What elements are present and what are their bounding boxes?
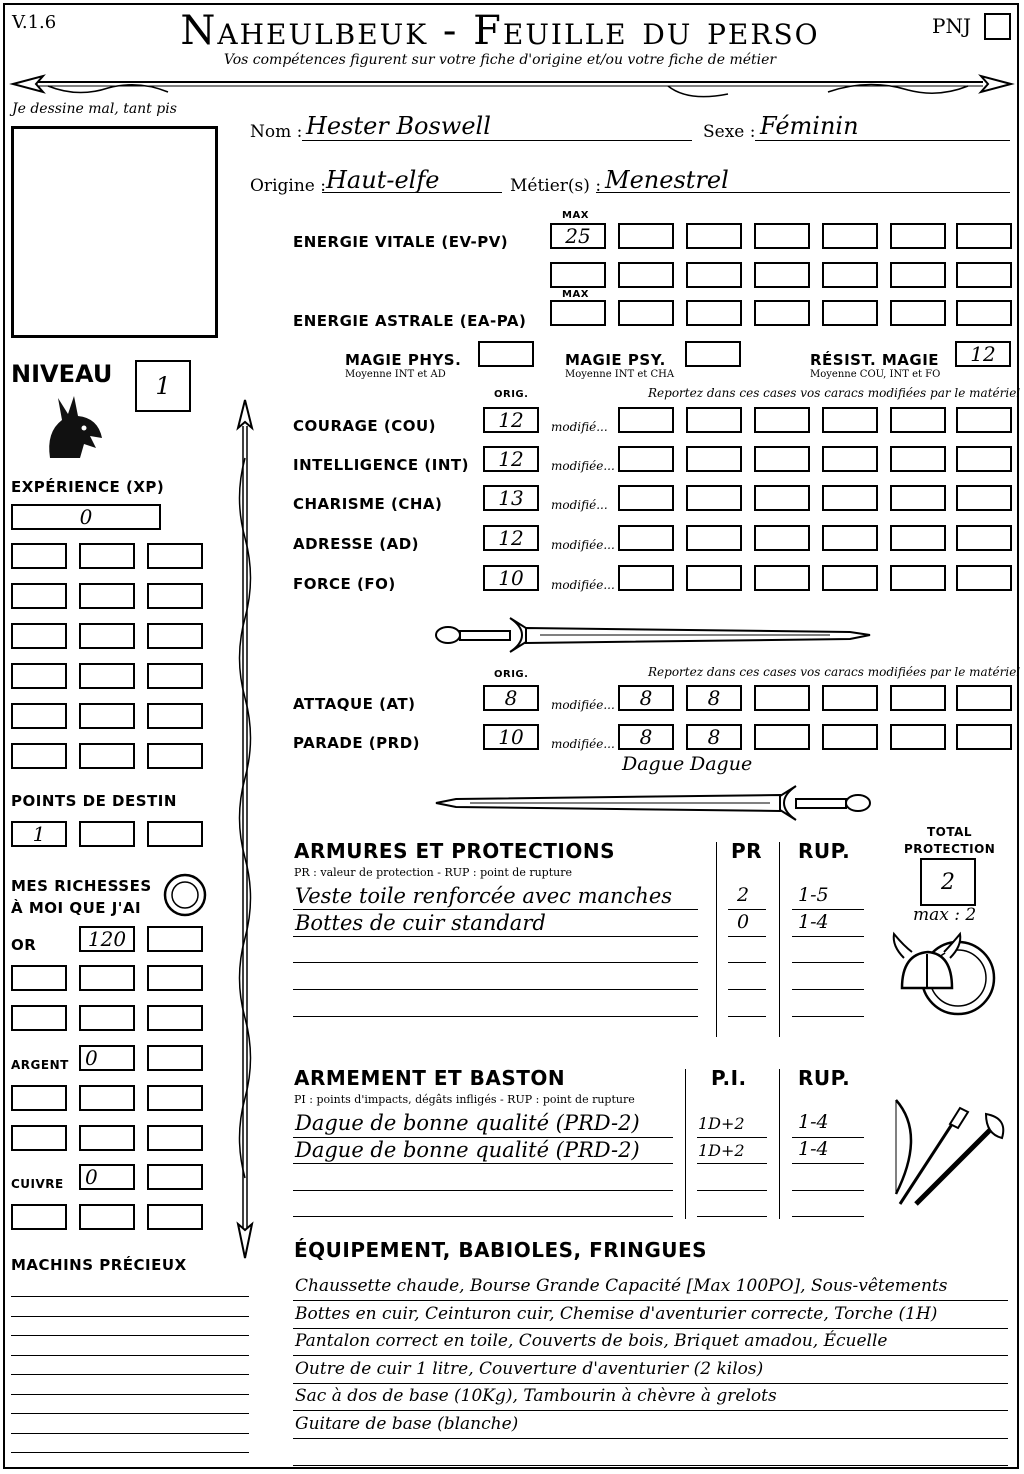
equipement-title: ÉQUIPEMENT, BABIOLES, FRINGUES <box>294 1238 708 1262</box>
equipement-line <box>293 1438 1008 1439</box>
ev-max-label: MAX <box>562 210 589 221</box>
armure-pr-line <box>728 962 766 963</box>
richesses-label-2: À MOI QUE J'AI <box>11 899 142 917</box>
carac-label: ADRESSE (AD) <box>293 535 420 553</box>
precieux-line <box>11 1296 249 1297</box>
coin-box[interactable] <box>147 1125 203 1151</box>
coin-box[interactable] <box>79 1085 135 1111</box>
armure-pr[interactable]: 0 <box>737 911 750 933</box>
weapons-icon <box>886 1094 1010 1218</box>
xp-box[interactable] <box>11 663 67 689</box>
ev-track-box[interactable] <box>956 223 1012 249</box>
combat-modified-box[interactable] <box>822 685 878 711</box>
combat-label: PARADE (PRD) <box>293 734 421 752</box>
destin-box-2[interactable] <box>79 821 135 847</box>
precieux-line <box>11 1335 249 1336</box>
carac-label: CHARISME (CHA) <box>293 495 443 513</box>
caracs-orig-label: ORIG. <box>494 389 529 400</box>
carac-orig-box[interactable]: 12 <box>483 407 539 433</box>
armure-name-line <box>293 1016 698 1017</box>
richesses-label-1: MES RICHESSES <box>11 877 152 895</box>
coin-box[interactable] <box>147 1085 203 1111</box>
sexe-value[interactable]: Féminin <box>760 112 859 140</box>
carac-modified-box[interactable] <box>822 565 878 591</box>
arme-rup[interactable]: 1-4 <box>798 1111 829 1133</box>
combat-modified-box[interactable] <box>956 685 1012 711</box>
ev-track-box[interactable] <box>890 262 946 288</box>
sheet-title: Naheulbeuk - Feuille du perso <box>180 8 820 54</box>
equipement-item[interactable]: Outre de cuir 1 litre, Couverture d'aventurier (2 kilos) <box>295 1358 764 1379</box>
coin-box[interactable] <box>11 1005 67 1031</box>
total-protection-label-1: TOTAL <box>927 825 973 839</box>
carac-modified-box[interactable] <box>754 565 810 591</box>
argent-box-2[interactable] <box>147 1045 203 1071</box>
carac-label: INTELLIGENCE (INT) <box>293 456 469 474</box>
combat-modified-box[interactable] <box>890 724 946 750</box>
arme-name-line <box>293 1216 673 1217</box>
armure-pr-line <box>728 936 766 937</box>
combat-report-note: Reportez dans ces cases vos caracs modifiées par le matériel <box>648 665 1021 679</box>
coin-box[interactable] <box>11 965 67 991</box>
ea-max-label: MAX <box>562 289 589 300</box>
combat-modified-box[interactable] <box>956 724 1012 750</box>
pnj-label: PNJ <box>932 14 971 38</box>
precieux-line <box>11 1355 249 1356</box>
carac-modified-box[interactable] <box>890 485 946 511</box>
combat-modified-box[interactable]: 8 <box>686 724 742 750</box>
xp-box[interactable] <box>147 743 203 769</box>
ev-track-box[interactable] <box>686 223 742 249</box>
caracs-report-note: Reportez dans ces cases vos caracs modifiées par le matériel <box>648 386 1021 400</box>
equipement-line <box>293 1410 1008 1411</box>
carac-modified-label: modifié... <box>551 498 608 512</box>
ev-track-box[interactable] <box>686 262 742 288</box>
arme-pi-line <box>697 1190 767 1191</box>
carac-orig-box[interactable]: 10 <box>483 565 539 591</box>
ea-track-box[interactable] <box>754 300 810 326</box>
combat-modified-box[interactable] <box>754 685 810 711</box>
xp-box[interactable] <box>79 743 135 769</box>
combat-modified-label: modifiée... <box>551 698 615 712</box>
armure-rup[interactable]: 1-4 <box>798 911 829 933</box>
version-label: V.1.6 <box>12 12 57 33</box>
equipement-line <box>293 1355 1008 1356</box>
pnj-checkbox[interactable] <box>984 13 1011 40</box>
equipement-item[interactable]: Pantalon correct en toile, Couverts de bois, Briquet amadou, Écuelle <box>295 1331 888 1351</box>
carac-modified-box[interactable] <box>822 407 878 433</box>
carac-modified-box[interactable] <box>686 446 742 472</box>
xp-box[interactable] <box>147 543 203 569</box>
ev-track-box[interactable] <box>618 223 674 249</box>
ea-track-box[interactable] <box>956 300 1012 326</box>
arme-pi-line <box>697 1137 767 1138</box>
destin-box-3[interactable] <box>147 821 203 847</box>
or-label: OR <box>11 936 37 954</box>
arme-name[interactable]: Dague de bonne qualité (PRD-2) <box>295 1111 640 1135</box>
coin-box[interactable] <box>11 1204 67 1230</box>
ea-track-box[interactable] <box>890 300 946 326</box>
xp-box[interactable] <box>147 583 203 609</box>
ev-track-box[interactable] <box>754 262 810 288</box>
coin-box[interactable] <box>147 1204 203 1230</box>
sword-icon <box>430 612 875 658</box>
armure-name[interactable]: Bottes de cuir standard <box>295 911 546 935</box>
xp-box[interactable] <box>11 623 67 649</box>
arme-rup-line <box>792 1190 864 1191</box>
arme-rup-line <box>792 1163 864 1164</box>
equipement-item[interactable]: Guitare de base (blanche) <box>295 1413 519 1434</box>
carac-modified-box[interactable] <box>618 407 674 433</box>
combat-modified-label: modifiée... <box>551 737 615 751</box>
xp-label: EXPÉRIENCE (XP) <box>11 478 165 496</box>
xp-box[interactable] <box>11 743 67 769</box>
arme-name-line <box>293 1190 673 1191</box>
arme-name-line <box>293 1163 673 1164</box>
xp-box[interactable] <box>79 583 135 609</box>
xp-box[interactable] <box>79 623 135 649</box>
arme-pi-line <box>697 1163 767 1164</box>
armures-rup-header: RUP. <box>798 839 851 863</box>
xp-box[interactable]: 0 <box>11 504 161 530</box>
carac-modified-box[interactable] <box>890 525 946 551</box>
carac-modified-box[interactable] <box>822 446 878 472</box>
arme-pi-line <box>697 1216 767 1217</box>
carac-modified-box[interactable] <box>890 565 946 591</box>
coin-box[interactable] <box>79 1005 135 1031</box>
ea-track-box[interactable] <box>618 300 674 326</box>
carac-modified-box[interactable] <box>956 565 1012 591</box>
carac-modified-box[interactable] <box>686 407 742 433</box>
nom-label: Nom : <box>250 122 303 142</box>
precieux-line <box>11 1374 249 1375</box>
xp-box[interactable] <box>147 663 203 689</box>
armure-name-line <box>293 962 698 963</box>
carac-modified-label: modifiée... <box>551 459 615 473</box>
xp-box[interactable] <box>79 663 135 689</box>
resist-magie-note: Moyenne COU, INT et FO <box>810 369 941 380</box>
vertical-spear-icon <box>230 398 260 1260</box>
equipement-line <box>293 1465 1008 1466</box>
combat-modified-box[interactable]: 8 <box>618 685 674 711</box>
argent-label: ARGENT <box>11 1058 69 1072</box>
equipement-item[interactable]: Sac à dos de base (10Kg), Tambourin à chèvre à grelots <box>295 1386 777 1406</box>
arme-rup-line <box>792 1216 864 1217</box>
combat-orig-box[interactable]: 8 <box>483 685 539 711</box>
armure-name-line <box>293 989 698 990</box>
origine-label: Origine : <box>250 176 326 196</box>
precieux-line <box>11 1413 249 1414</box>
ea-label: ENERGIE ASTRALE (EA-PA) <box>293 312 527 330</box>
equipement-item[interactable]: Chaussette chaude, Bourse Grande Capacité [Max 100PO], Sous-vêtements <box>295 1276 948 1296</box>
carac-modified-box[interactable] <box>956 407 1012 433</box>
carac-modified-box[interactable] <box>956 446 1012 472</box>
carac-modified-label: modifiée... <box>551 578 615 592</box>
coin-box[interactable] <box>79 1125 135 1151</box>
armure-pr[interactable]: 2 <box>737 884 750 906</box>
total-protection-label-2: PROTECTION <box>904 842 996 856</box>
carac-modified-box[interactable] <box>686 485 742 511</box>
carac-modified-label: modifiée... <box>551 538 615 552</box>
armure-name-line <box>293 909 698 910</box>
armure-name-line <box>293 936 698 937</box>
ea-track-box[interactable] <box>686 300 742 326</box>
carac-modified-box[interactable] <box>956 525 1012 551</box>
equipement-line <box>293 1383 1008 1384</box>
armure-rup-line <box>792 962 864 963</box>
carac-modified-box[interactable] <box>618 565 674 591</box>
ev-track-box[interactable] <box>890 223 946 249</box>
carac-modified-label: modifié... <box>551 420 608 434</box>
armement-rup-header: RUP. <box>798 1066 851 1090</box>
precieux-line <box>11 1316 249 1317</box>
combat-label: ATTAQUE (AT) <box>293 695 416 713</box>
combat-modified-box[interactable] <box>754 724 810 750</box>
niveau-box[interactable]: 1 <box>135 360 191 412</box>
armement-note: PI : points d'impacts, dégâts infligés - RUP : point de rupture <box>294 1093 635 1106</box>
carac-modified-box[interactable] <box>890 407 946 433</box>
combat-modified-box[interactable]: 8 <box>618 724 674 750</box>
combat-modified-box[interactable] <box>822 724 878 750</box>
coin-box[interactable] <box>147 965 203 991</box>
ev-label: ENERGIE VITALE (EV-PV) <box>293 233 509 251</box>
combat-orig-label: ORIG. <box>494 669 529 680</box>
magie-psy-box[interactable] <box>685 341 741 367</box>
combat-modified-box[interactable]: 8 <box>686 685 742 711</box>
combat-note-1: Dague <box>622 753 685 775</box>
arme-name[interactable]: Dague de bonne qualité (PRD-2) <box>295 1138 640 1162</box>
or-box[interactable]: 120 <box>79 926 135 952</box>
ev-track-box[interactable] <box>550 262 606 288</box>
helmet-shield-icon <box>888 928 1000 1024</box>
coin-box[interactable] <box>11 1085 67 1111</box>
magie-phys-note: Moyenne INT et AD <box>345 369 446 380</box>
ev-max-box[interactable]: 25 <box>550 223 606 249</box>
metier-label: Métier(s) : <box>510 176 602 196</box>
coin-box[interactable] <box>79 1204 135 1230</box>
resist-magie-label: RÉSIST. MAGIE <box>810 351 940 369</box>
carac-modified-box[interactable] <box>822 485 878 511</box>
arme-rup[interactable]: 1-4 <box>798 1138 829 1160</box>
ea-max-box[interactable] <box>550 300 606 326</box>
sexe-label: Sexe : <box>703 122 756 142</box>
carac-modified-box[interactable] <box>890 446 946 472</box>
ev-track-box[interactable] <box>754 223 810 249</box>
armures-note: PR : valeur de protection - RUP : point de rupture <box>294 866 572 879</box>
origine-value[interactable]: Haut-elfe <box>326 166 440 194</box>
armure-name[interactable]: Veste toile renforcée avec manches <box>295 884 673 908</box>
carac-modified-box[interactable] <box>686 525 742 551</box>
combat-modified-box[interactable] <box>890 685 946 711</box>
sheet-subtitle: Vos compétences figurent sur votre fiche d'origine et/ou votre fiche de métier <box>223 52 777 68</box>
carac-label: FORCE (FO) <box>293 575 396 593</box>
dragon-icon <box>40 392 106 464</box>
xp-box[interactable] <box>79 703 135 729</box>
carac-label: COURAGE (COU) <box>293 417 437 435</box>
armure-rup-line <box>792 936 864 937</box>
metier-value[interactable]: Menestrel <box>605 166 729 194</box>
resist-magie-box[interactable]: 12 <box>955 341 1011 367</box>
carac-modified-box[interactable] <box>618 446 674 472</box>
ev-track-box[interactable] <box>822 223 878 249</box>
carac-modified-box[interactable] <box>618 485 674 511</box>
cuivre-box[interactable]: 0 <box>79 1164 135 1190</box>
arme-pi[interactable]: 1D+2 <box>698 1141 745 1160</box>
argent-box[interactable]: 0 <box>79 1045 135 1071</box>
coin-box[interactable] <box>147 1005 203 1031</box>
armure-rup-line <box>792 1016 864 1017</box>
ev-track-box[interactable] <box>822 262 878 288</box>
armure-pr-line <box>728 909 766 910</box>
carac-modified-box[interactable] <box>754 485 810 511</box>
armement-title: ARMEMENT ET BASTON <box>294 1066 566 1090</box>
equipement-item[interactable]: Bottes en cuir, Ceinturon cuir, Chemise d'aventurier correcte, Torche (1H) <box>295 1303 938 1324</box>
sword-icon <box>430 780 875 826</box>
carac-modified-box[interactable] <box>956 485 1012 511</box>
magie-psy-label: MAGIE PSY. <box>565 351 666 369</box>
precieux-line <box>11 1452 249 1453</box>
armure-pr-line <box>728 989 766 990</box>
carac-modified-box[interactable] <box>754 525 810 551</box>
combat-orig-box[interactable]: 10 <box>483 724 539 750</box>
xp-box[interactable] <box>147 703 203 729</box>
precieux-label: MACHINS PRÉCIEUX <box>11 1256 187 1274</box>
cuivre-label: CUIVRE <box>11 1177 64 1191</box>
coin-icon <box>162 872 208 918</box>
xp-box[interactable] <box>11 583 67 609</box>
carac-orig-box[interactable]: 12 <box>483 525 539 551</box>
armure-rup-line <box>792 989 864 990</box>
armure-rup-line <box>792 909 864 910</box>
carac-modified-box[interactable] <box>754 407 810 433</box>
combat-note-2: Dague <box>690 753 753 775</box>
xp-box[interactable] <box>11 703 67 729</box>
or-box-2[interactable] <box>147 926 203 952</box>
total-protection-max: max : 2 <box>913 905 977 925</box>
arme-pi[interactable]: 1D+2 <box>698 1114 745 1133</box>
carac-modified-box[interactable] <box>686 565 742 591</box>
equipement-line <box>293 1328 1008 1329</box>
armure-pr-line <box>728 1016 766 1017</box>
armures-title: ARMURES ET PROTECTIONS <box>294 839 615 863</box>
xp-box[interactable] <box>11 543 67 569</box>
coin-box[interactable] <box>11 1125 67 1151</box>
magie-phys-label: MAGIE PHYS. <box>345 351 462 369</box>
nom-value[interactable]: Hester Boswell <box>306 112 491 140</box>
portrait-box[interactable] <box>11 126 218 338</box>
armement-pi-header: P.I. <box>711 1066 747 1090</box>
carac-orig-box[interactable]: 13 <box>483 485 539 511</box>
niveau-label: NIVEAU <box>11 360 113 388</box>
destin-label: POINTS DE DESTIN <box>11 792 177 810</box>
total-protection-box[interactable]: 2 <box>920 858 976 906</box>
destin-box-1[interactable]: 1 <box>11 821 67 847</box>
xp-box[interactable] <box>147 623 203 649</box>
precieux-line <box>11 1433 249 1434</box>
coin-box[interactable] <box>79 965 135 991</box>
equipement-line <box>293 1300 1008 1301</box>
magie-psy-note: Moyenne INT et CHA <box>565 369 675 380</box>
ev-track-box[interactable] <box>618 262 674 288</box>
cuivre-box-2[interactable] <box>147 1164 203 1190</box>
ea-track-box[interactable] <box>822 300 878 326</box>
magie-phys-box[interactable] <box>478 341 534 367</box>
carac-modified-box[interactable] <box>754 446 810 472</box>
xp-box[interactable] <box>79 543 135 569</box>
carac-orig-box[interactable]: 12 <box>483 446 539 472</box>
ev-track-box[interactable] <box>956 262 1012 288</box>
carac-modified-box[interactable] <box>822 525 878 551</box>
carac-modified-box[interactable] <box>618 525 674 551</box>
portrait-caption: Je dessine mal, tant pis <box>12 101 177 117</box>
armures-pr-header: PR <box>731 839 763 863</box>
precieux-line <box>11 1394 249 1395</box>
armure-rup[interactable]: 1-5 <box>798 884 829 906</box>
